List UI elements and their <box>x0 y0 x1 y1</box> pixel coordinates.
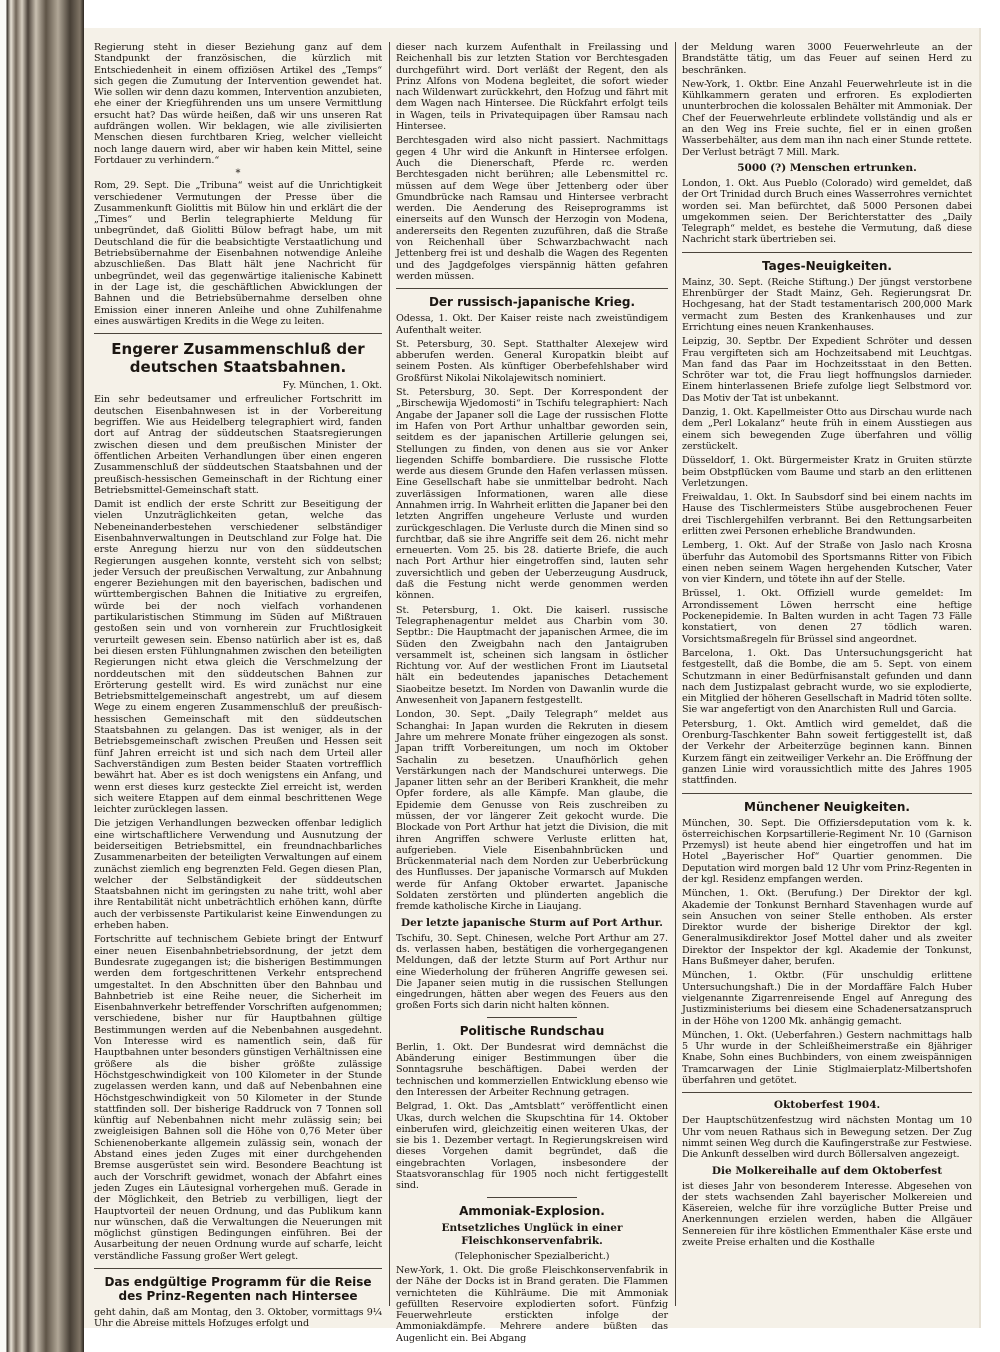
article-text: München, 1. Okt. (Ueberfahren.) Gestern nachmittags halb 5 Uhr wurde in der Schleißheimerstraße ein 8jähriger Knabe, Sohn eines Buchbinders, von einem zweispännigen Tramcarwagen der Linie Stiglmaierplatz-Milbertshofen überfahren und getötet. <box>682 1029 972 1087</box>
article-text: der Meldung waren 3000 Feuerwehrleute an der Brandstätte tätig, um das Feuer auf seinen Herd zu beschränken. <box>682 42 972 76</box>
dateline: Fy. München, 1. Okt. <box>282 380 382 392</box>
subheadline: Die Molkereihalle auf dem Oktoberfest <box>711 1164 943 1177</box>
article-text: Tschifu, 30. Sept. Chinesen, welche Port Arthur am 27. ds. verlassen haben, bestätigen die vorhergegangenen Meldungen, daß der letzte Sturm auf Port Arthur nur eine Wiederholung der früheren Angriffe gewesen sei. Die Japaner seien mutig in die russischen Stellungen eingedrungen, hätten aber wegen des Feuers aus den großen Forts sich darin nicht halten können. <box>396 932 668 1012</box>
article-text: London, 1. Okt. Aus Pueblo (Colorado) wird gemeldet, daß der Ort Trinidad durch Bruch eines Wasserrohres vernichtet worden sei. Man befürchtet, daß 5000 Personen dabei umgekommen seien. Der Berichterstatter des „Daily Telegraph“ meldet, es bestehe die Vermutung, daß diese Nachricht stark übertrieben sei. <box>682 177 972 246</box>
column-divider <box>675 42 676 1306</box>
headline: Der russisch-japanische Krieg. <box>428 295 636 310</box>
article-text: Petersburg, 1. Okt. Amtlich wird gemeldet, daß die Orenburg-Taschkenter Bahn soweit fertiggestellt ist, daß der Verkehr der Arbeiterzüge beginnen kann. Binnen Kurzem fängt ein zeitweiliger Verkehr an. Die Eröffnung der ganzen Linie wird voraussichtlich mitte des Jahres 1905 stattfinden. <box>682 718 972 787</box>
headline: Münchener Neuigkeiten. <box>744 799 910 814</box>
article-text: Leipzig, 30. Septbr. Der Expedient Schröter und dessen Frau vergifteten sich am Hochzeitsabend mit Leuchtgas. Man fand das Paar im Hochzeitsstaat in den Betten. Schröter war tot, die Frau liegt hoffnungslos darnieder. Einem hinterlassenen Briefe zufolge liegt Selbstmord vor. Das Motiv der Tat ist unbekannt. <box>682 336 972 404</box>
article-text: München, 1. Oktbr. (Für unschuldig erlittene Untersuchungshaft.) Die in der Mordaffäre Falch Huber vielgenannte Zigarrenreisende Engel auf Anregung des Justizministeriums bei diesem eine Schadenersatzanspruch in der Höhe von 1200 Mk. anhängig gemacht. <box>682 970 972 1027</box>
column-rule <box>682 1092 972 1093</box>
column-2 <box>396 42 668 1344</box>
subheadline: Oktoberfest 1904. <box>773 1099 881 1112</box>
article-text: München, 30. Sept. Die Offiziersdeputation vom k. k. österreichischen Korpsartillerie-Regiment Nr. 10 (Garnison Przemysl) ist heute abend hier eingetroffen und hat im Hotel „Bayerischer Hof“ Quartier genommen. Die Deputation wird morgen bald 12 Uhr vom Prinz-Regenten in der kgl. Residenz empfangen werden. <box>682 817 972 885</box>
article-text: Belgrad, 1. Okt. Das „Amtsblatt“ veröffentlicht einen Ukas, durch welchen die Skupschtina für 14. Oktober einberufen wird, gleichzeitig einen weiteren Ukas, der sie bis 1. Dezember vertagt. In Regierungskreisen wird dieses Vorgehen damit begründet, daß die eingebrachten Vorlagen, insbesondere der Staatsvoranschlag für 1905 noch nicht fertiggestellt sind. <box>396 1101 668 1192</box>
article-text: Damit ist endlich der erste Schritt zur Beseitigung der vielen Unzuträglichkeiten getan, welche das Nebeneinanderbestehen verschiedener selbständiger Eisenbahnverwaltungen in Deutschland zur Folge hat. Die erste Anregung hierzu nur von den süddeutschen Regierungen ausgehen konnte, versteht sich von selbst; jeder Versuch der preußischen Verwaltung, zur Anbahnung engerer Beziehungen mit den bayerischen, badischen und württembergischen Bahnen die Initiative zu ergreifen, würde bei der noch vielfach vorhandenen partikularistischen Stimmung im Süden auf Mißtrauen gestoßen sein und von vornherein zur Fruchtlosigkeit verurteilt gewesen sein. Ebenso natürlich aber ist es, daß bei diesen ersten Fühlungnahmen zwischen den beteiligten Regierungen nicht etwa gleich die Verschmelzung der norddeutschen mit den süddeutschen Bahnen zur Erörterung gestellt wird. Es wird zunächst nur eine Betriebsmittelgemeinschaft angestrebt, um auf diesem Wege zu einem engeren Zusammenschluß der preußisch-hessischen Gemeinschaft mit den süddeutschen Staatsbahnen zu gelangen. Das ist weniger, als in der Betriebsgemeinschaft zwischen Preußen und Hessen seit fünf Jahren erreicht ist und sich nach dem Urteil aller Sachverständigen zum Besten beider Staaten vortrefflich bewährt hat. Aber es ist doch wenigstens ein Anfang, und wenn erst dieses kurz gesteckte Ziel erreicht ist, werden sich weitere Etappen auf dem einmal beschrittenen Wege leichter zurücklegen lassen. <box>94 499 382 816</box>
article-text: New-York, 1. Okt. Die große Fleischkonservenfabrik in der Nähe der Docks ist in Brand geraten. Die Flammen vernichteten die Kühlräume. Die mit Ammoniak gefüllten Reservoire explodierten sofort. Fünfzig Feuerwehrleute erstickten infolge der Ammoniakdämpfe. Mehrere andere büßten das Augenlicht ein. Bei Abgang <box>396 1264 668 1344</box>
column-divider <box>389 42 390 1306</box>
headline: Ammoniak-Explosion. <box>459 1203 605 1218</box>
article-text: Ein sehr bedeutsamer und erfreulicher Fortschritt im deutschen Eisenbahnwesen ist in der Vorbereitung begriffen. Wie aus Heidelberg telegraphiert wird, fanden dort auf Antrag der süddeutschen Staatsregierungen zwischen diesen und dem preußischen Minister der öffentlichen Arbeiten Verhandlungen über einen engeren Zusammenschluß der süddeutschen Staatsbahnen und der preußisch-hessischen Gemeinschaft in der Richtung einer Betriebsmittel-Gemeinschaft statt. <box>94 394 382 496</box>
article-text: Barcelona, 1. Okt. Das Untersuchungsgericht hat festgestellt, daß die Bombe, die am 5. Sept. von einem Schutzmann in einer Bedürfnisanstalt gefunden und dann nach dem Justizpalast gebracht wurde, wo sie explodierte, ein Mitglied der höheren Gesellschaft in Madrid töten sollte. Sie war angefertigt von den Anarchisten Rull und Garcia. <box>682 647 972 716</box>
separator-star: * <box>235 168 241 180</box>
column-3 <box>682 42 972 1306</box>
article-text: Düsseldorf, 1. Okt. Bürgermeister Kratz in Gruiten stürzte beim Obstpflücken vom Baume und starb an den erlittenen Verletzungen. <box>682 455 972 489</box>
column-rule <box>682 793 972 794</box>
article-text: ist dieses Jahr von besonderem Interesse. Abgesehen von der stets wachsenden Zahl bayerischer Molkereien und Käsereien, welche für ihre vorzügliche Butter Preise und Anerkennungen erzielen werden, haben die Allgäuer Sennereien für ihre köstlichen Emmenthaler Käse erste und zweite Preise erhalten und die Kosthalle <box>682 1180 972 1249</box>
short-rule <box>487 1197 577 1198</box>
subheadline: Entsetzliches Unglück in einer Fleischkonservenfabrik. <box>441 1221 623 1247</box>
article-text: geht dahin, daß am Montag, den 3. Oktober, vormittags 9¼ Uhr die Abreise mittels Hofzuges erfolgt und <box>94 1306 382 1330</box>
article-text: Regierung steht in dieser Beziehung ganz auf dem Standpunkt der französischen, die kürzlich mit Entschiedenheit in einem offiziösen Artikel des „Temps“ sich gegen die Zumutung der Intervention gewendet hat. Wie sollen wir denn dazu kommen, Intervention anzubieten, ehe einer der Kriegführenden uns um unsere Vermittlung ersucht hat? Das würde heißen, daß wir uns unseren Rat aufdrängen wollen. Wir beklagen, wie alle zivilisierten Menschen diesen furchtbaren Krieg, welcher vielleicht noch lange dauern wird, aber wir haben kein Mittel, seine Fortdauer zu verhindern.“ <box>94 42 382 166</box>
article-text: Berchtesgaden wird also nicht passiert. Nachmittags gegen 4 Uhr wird die Ankunft in Hintersee erfolgen. Auch die Dienerschaft, Pferde rc. werden Berchtesgaden nicht berühren; alle Lebensmittel rc. müssen auf dem Wege über Jettenberg oder über Gmundbrücke nach Ramsau und Hintersee verbracht werden. Die Aenderung des Reiseprogramms ist einerseits auf den Wunsch der Herzogin von Modena, andererseits den Regenten zuzuführen, daß die Straße von Reichenhall über Schwarzbachwacht nach Jettenberg frei ist und deshalb die Wagen des Regenten und des Jagdgefolges vierspännig hätten gefahren werden müssen. <box>396 135 668 282</box>
column-rule <box>396 288 668 289</box>
article-text: St. Petersburg, 1. Okt. Die kaiserl. russische Telegraphenagentur meldet aus Charbin vom 30. Septbr.: Die Hauptmacht der japanischen Armee, die im Süden den Zweigbahn nach den Jantaigruben versammelt ist, scheinen sich langsam in östlicher Richtung vor. Auf der westlichen Front im Liautsetal hält ein bedeutendes japanisches Detachement Siaobeitze besetzt. Im Norden von Dawanlin wurde die Anwesenheit von Japanern festgestellt. <box>396 604 668 707</box>
headline: Tages-Neuigkeiten. <box>762 258 892 273</box>
subheadline: Der letzte japanische Sturm auf Port Arthur. <box>401 916 663 929</box>
article-text: St. Petersburg, 30. Sept. Der Korrespondent der „Birschewija Wjedomosti“ in Tschifu telegraphiert: Nach Angabe der Japaner soll die Lage der russischen Flotte im Hafen von Port Arthur unhaltbar geworden sein, seitdem es der japanischen Artillerie gelungen sei, Stellungen zu finden, von denen aus sie vor Anker liegenden Schiffe bombardiere. Die russische Flotte werde aus diesem Grunde den Hafen verlassen müssen. Eine Gesellschaft habe sie unmittelbar bedroht. Nach zuverlässigen Informationen, waren alle diese Annahmen irrig. In Wahrheit erlitten die Japaner bei den letzten Angriffen ungeheure Verluste und wurden zurückgeschlagen. Die Verluste durch die Minen sind so furchtbar, daß sie ihre Angriffe seit dem 26. nicht mehr erneuerten. Vom 25. bis 28. datierte Briefe, die auch nach Port Arthur hier eingetroffen sind, lauten sehr zuversichtlich und geben der Ueberzeugung Ausdruck, daß die Festung nicht werde genommen werden können. <box>396 387 668 602</box>
subheadline-note: (Telephonischer Spezialbericht.) <box>454 1250 610 1262</box>
subheadline: 5000 (?) Menschen ertrunken. <box>737 161 917 174</box>
article-text: Danzig, 1. Okt. Kapellmeister Otto aus Dirschau wurde nach dem „Perl Lokalanz“ heute früh in einem Ausstiegen aus einem sich bewegenden Zuge überfahren und völlig zerstückelt. <box>682 407 972 452</box>
article-text: Mainz, 30. Sept. (Reiche Stiftung.) Der jüngst verstorbene Ehrenbürger der Stadt Mainz, Geh. Regierungsrat Dr. Hochgesang, hat der Stadt testamentarisch 200,000 Mark vermacht zum Besten des Krankenhauses und zur Errichtung eines neuen Krankenhauses. <box>682 276 972 333</box>
article-text: Odessa, 1. Okt. Der Kaiser reiste nach zweistündigem Aufenthalt weiter. <box>396 313 668 336</box>
headline: Engerer Zusammenschluß der deutschen Staatsbahnen. <box>111 340 365 377</box>
headline: Politische Rundschau <box>459 1023 605 1038</box>
article-text: St. Petersburg, 30. Sept. Statthalter Alexejew wird abberufen werden. General Kuropatkin bleibt auf seinem Posten. Als künftiger Oberbefehlshaber wird Großfürst Nikolai Nikolajewitsch nominiert. <box>396 338 668 384</box>
column-rule <box>94 333 382 334</box>
article-text: Berlin, 1. Okt. Der Bundesrat wird demnächst die Abänderung einiger Bestimmungen über die Sonntagsruhe beschäftigen. Dabei werden der technischen und kommerziellen Entwicklung ebenso wie den Interessen der Arbeiter Rechnung getragen. <box>396 1041 668 1098</box>
article-text: Rom, 29. Sept. Die „Tribuna“ weist auf die Unrichtigkeit verschiedener Vermutungen der Presse über die Zusammenkunft Giolittis mit Bülow hin und erklärt die der „Times“ und Berlin telegraphierte Meldung für unbegründet, daß Giolitti Bülow befragt habe, um mit Deutschland die für die beabsichtigte Verstaatlichung und Betriebsübernahme der Eisenbahnen notwendige Anleihe abzuschließen. Das Blatt hält jene Nachricht für unbegründet, weil das gegenwärtige italienische Kabinett in der Lage ist, die geschäftlichen Abwicklungen der Bahnen und die Betriebsübernahme derselben ohne Emission einer inneren Anleihe und ohne Zuhilfenahme eines auswärtigen Kredits in die Wege zu leiten. <box>94 180 382 327</box>
short-rule <box>487 1017 577 1018</box>
column-1 <box>94 42 382 1330</box>
article-text: Die jetzigen Verhandlungen bezwecken offenbar lediglich eine wirtschaftlichere Verwendung und Ausnutzung der beiderseitigen Betriebsmittel, ein freundnachbarliches Zusammenarbeiten der beteiligten Verwaltungen auf einem zunächst ziemlich eng begrenzten Feld. Gegen diesen Plan, welcher der Selbständigkeit der süddeutschen Staatsbahnen nicht im geringsten zu nahe tritt, wohl aber ihre Rentabilität nicht unbeträchtlich erhöhen kann, dürfte auch der verbissenste Partikularist keine Einwendungen zu erheben haben. <box>94 818 382 932</box>
article-text: Freiwaldau, 1. Okt. In Saubsdorf sind bei einem nachts im Hause des Tischlermeisters Stübe ausgebrochenen Feuer drei Tischlergehilfen verbrannt. Bei den Rettungsarbeiten erlitten zwei Personen erhebliche Brandwunden. <box>682 492 972 537</box>
article-text: Lemberg, 1. Okt. Auf der Straße von Jaslo nach Krosna überfuhr das Automobil des Sportsmanns Ritter von Fibich einen neben seinem Wagen hergehenden Kutscher, Vater von vier Kindern, und tötete ihn auf der Stelle. <box>682 540 972 586</box>
book-spine-edge <box>0 0 84 1352</box>
newspaper-page <box>84 28 981 1344</box>
article-text: New-York, 1. Oktbr. Eine Anzahl Feuerwehrleute ist in die Kühlkammern geraten und erfroren. Es explodierten ununterbrochen die kolossalen Behälter mit Ammoniak. Der Chef der Feuerwehrleute erblindete vollständig und als er an den Weg ins Freie suchte, fiel er in einen großen Wasserbehälter, aus dem man ihn nach einer Stunde rettete. Der Verlust beträgt 7 Mill. Mark. <box>682 78 972 158</box>
article-text: dieser nach kurzem Aufenthalt in Freilassing und Reichenhall bis zur letzten Station vor Berchtesgaden durchgeführt wird. Dort verläßt der Regent, den als Prinz Alfons von Modena begleitet, die sofort wieder nach Wildenwart zurückkehrt, den Hofzug und fährt mit dem Wagen nach Hintersee. Die Rückfahrt erfolgt teils in Wagen, teils in Privatequipagen über Ramsau nach Hintersee. <box>396 42 668 133</box>
headline: Das endgültige Programm für die Reise des Prinz-Regenten nach Hintersee <box>104 1274 372 1303</box>
article-text: Fortschritte auf technischem Gebiete bringt der Entwurf einer neuen Eisenbahnbetriebsordnung, der jetzt dem Bundesrate zugegangen ist; die bisherigen Bestimmungen werden dem fortgeschrittenen Verkehr entsprechend umgestaltet. In den Abschnitten über den Bahnbau und Bahnbetrieb ist eine Reihe neuer, die Sicherheit im Eisenbahnverkehr betreffender Vorschriften aufgenommen; verschiedene, bisher nur für Hauptbahnen gültige Bestimmungen werden auf die Nebenbahnen ausgedehnt. Von Interesse wird es namentlich sein, daß für Hauptbahnen unter besonders günstigen Verhältnissen eine größere als die bisher größte zulässige Höchstgeschwindigkeit von 100 Kilometer in der Stunde zugelassen werden kann, und daß auf Nebenbahnen eine Höchstgeschwindigkeit von 50 Kilometer in der Stunde stattfinden soll. Der bisherige Raddruck von 7 Tonnen soll künftig auf Nebenbahnen nicht mehr zulässig sein; bei zweigleisigen Bahnen soll die Höhe von 0,76 Meter über Schienenoberkante allgemein zulässig sein, wonach der Abstand eines jeden Zuges mit einer durchgehenden Bremse ausgerüstet sein wird. Besondere Beachtung ist auch der Vorschrift gewidmet, wonach der Abfahrt eines jeden Zuges ein Läutesignal vorhergehen muß. Gerade in der Möglichkeit, den Betrieb zu verbilligen, liegt der Hauptvorteil der neuen Ordnung, und das Publikum kann nur wünschen, daß die Verwaltungen die Neuerungen mit möglichst günstigen Bedingungen einführen. Bei der Ausarbeitung der neuen Ordnung wurde auf scharfe, leicht verständliche Fassung großer Wert gelegt. <box>94 934 382 1262</box>
article-text: Brüssel, 1. Okt. Offiziell wurde gemeldet: Im Arrondissement Löwen herrscht eine heftige Pockenepidemie. In Balten wurden in acht Tagen 73 Fälle konstatiert, von denen 27 tödlich waren. Vorsichtsmaßregeln für Brüssel sind angeordnet. <box>682 588 972 645</box>
column-rule <box>682 252 972 253</box>
column-rule <box>94 1268 382 1269</box>
article-text: Der Hauptschützenfestzug wird nächsten Montag um 10 Uhr vom neuen Rathaus sich in Bewegung setzen. Der Zug nimmt seinen Weg durch die Kaufingerstraße zur Festwiese. Die Ankunft desselben wird durch Böllersalven angezeigt. <box>682 1115 972 1161</box>
article-text: London, 30. Sept. „Daily Telegraph“ meldet aus Schanghai: In Japan wurden die Rekruten in diesem Jahre um mehrere Monate früher eingezogen als sonst. Japan trifft Vorbereitungen, um noch im Oktober Sachalin zu besetzen. Unaufhörlich gehen Verstärkungen nach der Mandschurei unterwegs. Die Japaner litten sehr an der Beriberi Krankheit, die mehr Opfer fordere, als alle Kämpfe. Man glaube, die Epidemie dem Genusse von Reis zuschreiben zu müssen, der vor längerer Zeit gekocht wurde. Die Blockade von Port Arthur hat jetzt die Division, die mit ihren Angriffen schwere Verluste erlitten hat, aufgerieben. Viele Eisenbahnbrücken und Brückenmaterial nach dem Norden zur Ueberbrückung des Hunflusses. Der japanische Vormarsch auf Mukden werde für Anfang Oktober erwartet. Japanische Soldaten zerstörten und plünderten angeblich die fremde katholische Kirche in Liaujang. <box>396 709 668 913</box>
article-text: München, 1. Okt. (Berufung.) Der Direktor der kgl. Akademie der Tonkunst Bernhard Stavenhagen wurde auf sein Ansuchen von seiner Stelle enthoben. Als erster Direktor wurde der bisherige Direktor der kgl. Generalmusikdirektor Josef Mottel daher und als zweiter Direktor der Inspektor der kgl. Akademie der Tonkunst, Hans Bußmeyer daher, berufen. <box>682 888 972 968</box>
